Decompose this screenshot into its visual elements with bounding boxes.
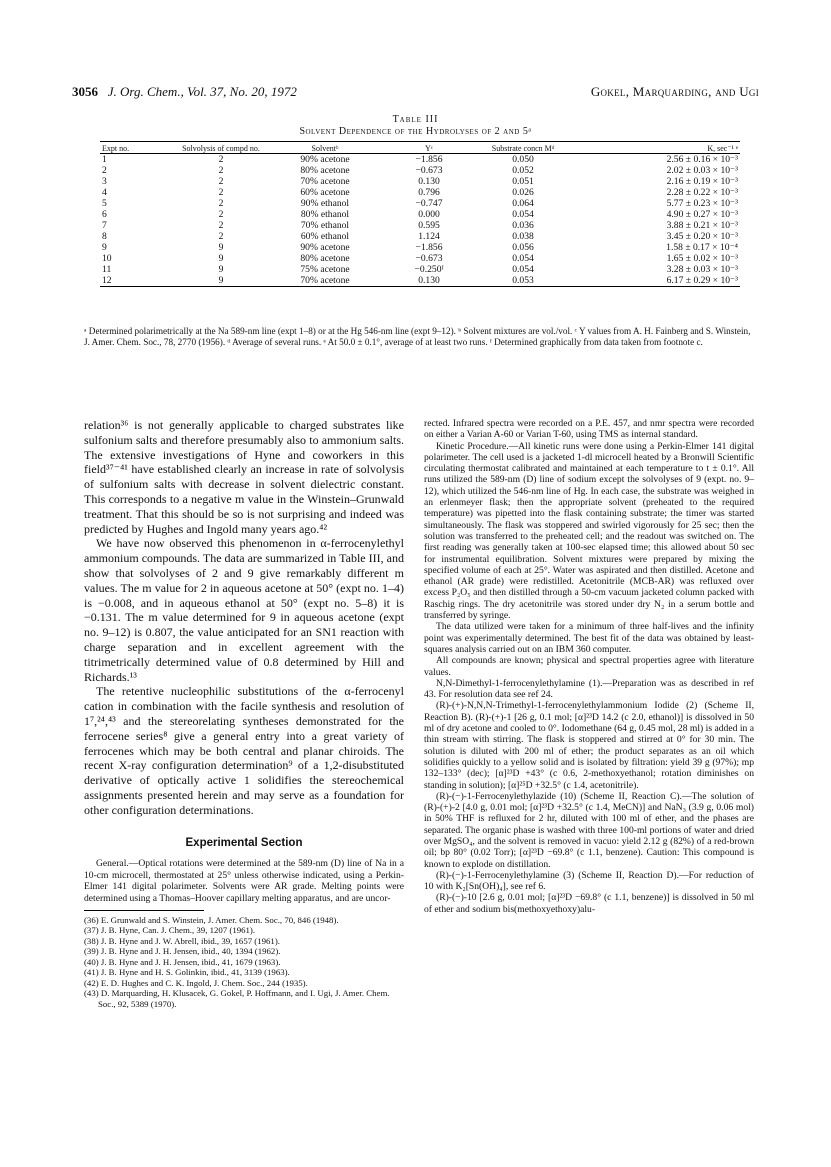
reference-item: (36) E. Grunwald and S. Winstein, J. Amer. Chem. Soc., 70, 846 (1948). xyxy=(84,914,339,925)
authors: Gokel, Marquarding, and Ugi xyxy=(590,84,759,99)
paragraph: We have now observed this phenomenon in α-ferrocenylethyl ammonium compounds. The data are summarized in Table III, and show that solvolyses of 2 and 9 give remarkably different m values. The m value for 2 in aqueous acetone at 50° (expt no. 1–4) is −0.008, and in aqueous ethanol at 50° (expt no. 5–8) it is −0.131. The m value determined for 9 in aqueous acetone (expt no. 9–12) is 0.807, the value anticipated for an SN1 reaction with charge separation and in excellent agreement with the titrimetrically determined value of 0.8 determined by Hill and Richards.¹³ xyxy=(84,536,404,684)
results-table xyxy=(100,141,740,287)
table-cell: 0.130 xyxy=(382,275,476,287)
table-cell: 0.796 xyxy=(418,187,440,198)
table-cell: 70% acetone xyxy=(300,176,350,187)
table-cell: 5.77 ± 0.23 × 10⁻³ xyxy=(666,198,738,209)
col-header: Expt no. xyxy=(100,144,174,154)
table-cell: −1.856 xyxy=(415,242,443,253)
table-cell: −1.856 xyxy=(415,154,443,165)
paragraph: General.—Optical rotations were determined at the 589-nm (D) line of Na in a 10-cm microcell, thermostated at 25° unless otherwise indicated, using a Perkin-Elmer 141 digital polarimeter. Solvents were AR grade. Melting points were determined using a Thomas–Hoover capillary melting apparatus, and are uncor- xyxy=(84,858,404,904)
table-cell: −0.673 xyxy=(415,165,443,176)
table-row xyxy=(100,209,740,220)
paragraph: All compounds are known; physical and spectral properties agree with literature values. xyxy=(424,655,754,678)
col-header: Substrate concn Mᵈ xyxy=(476,144,570,154)
running-header xyxy=(72,84,759,104)
journal-citation xyxy=(72,84,297,100)
table-cell: 90% acetone xyxy=(300,154,350,165)
page-number: 3056 xyxy=(72,84,98,99)
table-cell: 2 xyxy=(218,231,224,242)
table-cell: 2.16 ± 0.19 × 10⁻³ xyxy=(666,176,738,187)
table-row xyxy=(100,165,740,176)
table-row xyxy=(100,231,740,242)
table-cell: 0.036 xyxy=(512,220,534,231)
table-row xyxy=(100,275,740,287)
table-cell: 1.58 ± 0.17 × 10⁻⁴ xyxy=(666,242,738,253)
table-cell: 0.052 xyxy=(512,165,534,176)
table-cell: 80% acetone xyxy=(300,165,350,176)
table-cell: 1 xyxy=(102,154,107,165)
left-column xyxy=(84,418,404,1009)
table-cell: 11 xyxy=(102,264,112,275)
paragraph: (R)-(−)-10 [2.6 g, 0.01 mol; [α]²³D −69.8° (c 1.1, benzene)] is dissolved in 50 ml of ether and sodium bis(methoxyethoxy)alu- xyxy=(424,892,754,915)
reference-item: (37) J. B. Hyne, Can. J. Chem., 39, 1207 (1961). xyxy=(84,925,256,936)
table-cell: 9 xyxy=(174,275,268,287)
table-cell: 0.054 xyxy=(512,209,534,220)
table-cell: 2 xyxy=(218,187,224,198)
table-cell: 2.02 ± 0.03 × 10⁻³ xyxy=(666,165,738,176)
col-header: Solvolysis of compd no. xyxy=(174,144,268,154)
reference-item: (41) J. B. Hyne and H. S. Golinkin, ibid., 41, 3139 (1963). xyxy=(84,967,290,978)
table-cell: 2 xyxy=(218,165,224,176)
table-row xyxy=(100,187,740,198)
reference-item: (38) J. B. Hyne and J. W. Abrell, ibid., 39, 1657 (1961). xyxy=(84,935,280,946)
table-cell: 9 xyxy=(218,264,224,275)
table-cell: 80% acetone xyxy=(300,253,350,264)
table-cell: 4.90 ± 0.27 × 10⁻³ xyxy=(666,209,738,220)
table-cell: 10 xyxy=(102,253,112,264)
table-cell: 60% ethanol xyxy=(300,231,350,242)
table-cell: 2 xyxy=(102,165,107,176)
table-cell: 0.595 xyxy=(418,220,440,231)
table-row xyxy=(100,198,740,209)
table-cell: 5 xyxy=(102,198,107,209)
col-header: Solventᵇ xyxy=(268,144,382,154)
paragraph: N,N-Dimethyl-1-ferrocenylethylamine (1).—Preparation was as described in ref 43. For resolution data see ref 24. xyxy=(424,677,754,701)
table-cell: 0.038 xyxy=(512,231,534,242)
table-cell: 6.17 ± 0.29 × 10⁻³ xyxy=(570,275,740,287)
table-title: Table III xyxy=(392,114,439,125)
reference-item: (43) D. Marquarding, H. Klusacek, G. Gokel, P. Hoffmann, and I. Ugi, J. Amer. Chem. Soc., 92, 5389 (1970). xyxy=(84,988,390,1009)
table-cell: 75% acetone xyxy=(300,264,350,275)
table-cell: 3.28 ± 0.03 × 10⁻³ xyxy=(666,264,738,275)
col-header: K, sec⁻¹ ᵉ xyxy=(570,144,740,154)
table-cell: 0.051 xyxy=(512,176,534,187)
table-cell: −0.673 xyxy=(415,253,443,264)
table-cell: 9 xyxy=(218,242,224,253)
paragraph: (R)-(−)-1-Ferrocenylethylazide (10) (Scheme II, Reaction C).—The solution of (R)-(+)-2 [4.0 g, 0.01 mol; [α]²³D +32.5° (c 1.4, MeCN)] and NaN₃ (3.9 g, 0.06 mol) in 50% THF is refluxed for 2 hr, diluted with 100 ml of ether, and the phases are separated. The organic phase is washed with three 100-ml portions of water and dried over MgSO₄, and the solvent is removed in vacuo: yield 2.12 g (82%) of a red-brown oil; bp 80° (0.02 Torr); [α]²³D −69.8° (c 1.1, benzene). Caution: This compound is known to explode on distillation. xyxy=(424,790,754,870)
table-cell: 80% ethanol xyxy=(300,209,350,220)
section-title: Experimental Section xyxy=(185,836,303,849)
journal-name: J. Org. Chem., Vol. 37, No. 20, 1972 xyxy=(107,84,297,99)
table-cell: 2 xyxy=(218,198,224,209)
table-cell: 2 xyxy=(218,220,224,231)
table-cell: 9 xyxy=(102,242,107,253)
table-cell: 0.053 xyxy=(476,275,570,287)
divider xyxy=(84,910,204,911)
table-cell: 70% ethanol xyxy=(300,220,350,231)
reference-item: (40) J. B. Hyne and J. H. Jensen, ibid., 41, 1679 (1963). xyxy=(84,956,281,967)
table-cell: 1.65 ± 0.02 × 10⁻³ xyxy=(666,253,738,264)
table-cell: 2 xyxy=(218,176,224,187)
table-cell: 6 xyxy=(102,209,107,220)
table-cell: 0.054 xyxy=(512,264,534,275)
table-cell: 2.28 ± 0.22 × 10⁻³ xyxy=(666,187,738,198)
table-cell: 0.050 xyxy=(512,154,534,165)
table-footnotes: ᵃ Determined polarimetrically at the Na 589-nm line (expt 1–8) or at the Hg 546-nm line (expt 9–12). ᵇ Solvent mixtures are vol./vol. ᶜ Y values from A. H. Fainberg and S. Winstein, J. Amer. Chem. Soc., 78, 2770 (1956). ᵈ Average of several runs. ᵉ At 50.0 ± 0.1°, average of at least two runs. ᶠ Determined graphically from data taken from footnote c. xyxy=(84,326,751,347)
col-header: Yᶜ xyxy=(382,144,476,154)
table-cell: 7 xyxy=(102,220,107,231)
reference-item: (39) J. B. Hyne and J. H. Jensen, ibid., 40, 1394 (1962). xyxy=(84,946,281,957)
table-cell: −0.250ᶠ xyxy=(414,264,444,275)
paragraph: relation³⁶ is not generally applicable to charged substrates like sulfonium salts and therefore presumably also to ammonium salts. The extensive investigations of Hyne and coworkers in this field³⁷⁻⁴¹ have established clearly an increase in rate of solvolysis of sulfonium salts with decrease in solvent dielectric constant. This corresponds to a negative m value in the Winstein–Grunwald treatment. That this should be so is not surprising and indeed was predicted by Hughes and Ingold many years ago.⁴² xyxy=(84,418,404,536)
table-row xyxy=(100,253,740,264)
table-cell: 1.124 xyxy=(418,231,440,242)
reference-item: (42) E. D. Hughes and C. K. Ingold, J. Chem. Soc., 244 (1935). xyxy=(84,977,308,988)
table-cell: 9 xyxy=(218,253,224,264)
table-cell: 3 xyxy=(102,176,107,187)
table-cell: 0.054 xyxy=(512,253,534,264)
table-row xyxy=(100,176,740,187)
table-cell: 12 xyxy=(100,275,174,287)
table-cell: 60% acetone xyxy=(300,187,350,198)
right-column xyxy=(424,418,754,915)
table-cell: 3.45 ± 0.20 × 10⁻³ xyxy=(666,231,738,242)
table-cell: 0.000 xyxy=(418,209,440,220)
table-cell: 4 xyxy=(102,187,107,198)
table-cell: 2 xyxy=(218,209,224,220)
table-cell: 90% acetone xyxy=(300,242,350,253)
table-cell: 90% ethanol xyxy=(300,198,350,209)
table-cell: 2 xyxy=(218,154,224,165)
table-cell: 0.064 xyxy=(512,198,534,209)
table-cell: −0.747 xyxy=(415,198,443,209)
paragraph: The data utilized were taken for a minimum of three half-lives and the infinity point was experimentally determined. The best fit of the data was obtained by least-squares analysis carried out on an IBM 360 computer. xyxy=(424,621,754,655)
paragraph: rected. Infrared spectra were recorded on a P.E. 457, and nmr spectra were recorded on either a Varian A-60 or Varian T-60, using TMS as internal standard. xyxy=(424,418,754,441)
paragraph: (R)-(−)-1-Ferrocenylethylamine (3) (Scheme II, Reaction D).—For reduction of 10 with K₂[Sn(OH)₄], see ref 6. xyxy=(424,869,754,893)
reference-list xyxy=(84,915,404,1010)
table-row xyxy=(100,220,740,231)
table-cell: 70% acetone xyxy=(268,275,382,287)
table-row xyxy=(100,154,740,166)
table-cell: 0.026 xyxy=(512,187,534,198)
table-row xyxy=(100,242,740,253)
paragraph: Kinetic Procedure.—All kinetic runs were done using a Perkin-Elmer 141 digital polarimeter. The cell used is a jacketed 1-dl microcell heated by a Bronwill Scientific circulating thermostat calibrated and maintained at each temperature to t ± 0.1°. All runs utilized the 589-nm (D) line of sodium except the solvolyses of 9 (expt. no. 9–12), which utilized the 546-nm line of Hg. In each case, the substrate was weighed in an erlenmeyer flask; then the appropriate solvent (preheated to the required temperature) was pipetted into the flask containing substrate; the timer was started simultaneously. The flask was stoppered and swirled vigorously for 25 sec; then the solution was transferred to the preheated cell; and the readout was switched on. The first reading was generally taken at 100-sec elapsed time; this allowed about 50 sec for instrumental equilibration. Solvent mixtures were prepared by mixing the specified volume of each at 25°. Water was aspirated and then distilled. Acetone and ethanol (AR grade) were redistilled. Acetonitrile (MCB-AR) was refluxed over excess P₂O₅ and then distilled through a 50-cm vacuum jacketed column packed with Raschig rings. The dry acetonitrile was stored under dry N₂ in a serum bottle and transferred by syringe. xyxy=(424,440,754,622)
table-row xyxy=(100,264,740,275)
table-body xyxy=(100,154,740,287)
table-cell: 8 xyxy=(102,231,107,242)
table-cell: 2.56 ± 0.16 × 10⁻³ xyxy=(666,154,738,165)
table-cell: 0.056 xyxy=(512,242,534,253)
paragraph: The retentive nucleophilic substitutions of the α-ferrocenyl cation in combination with the facile synthesis and resolution of 1⁷,²⁴,⁴³ and the stereorelating syntheses demonstrated for the ferrocene series⁸ give a general entry into a great variety of ferrocenes which may be both central and planar chiroids. The recent X-ray configuration determination⁹ of a 1,2-disubstituted derivative of optically active 1 solidifies the stereochemical assignments presented herein and may serve as a foundation for other configuration determinations. xyxy=(84,684,404,817)
table-cell: 3.88 ± 0.21 × 10⁻³ xyxy=(666,220,738,231)
table-caption: Solvent Dependence of the Hydrolyses of 2 and 5ᵃ xyxy=(299,126,532,137)
paragraph: (R)-(+)-N,N,N-Trimethyl-1-ferrocenylethylammonium Iodide (2) (Scheme II, Reaction B). (R)-(+)-1 [26 g, 0.1 mol; [α]²³D 14.2 (c 2.0, ethanol)] is dissolved in 50 ml of dry acetone and cooled to 0°. Iodomethane (64 g, 0.45 mol, 28 ml) is added in a thin stream with stirring. The flask is stoppered and stirred at 0° for 30 min. The solution is diluted with 200 ml of ether; the product separates as an oil which solidifies quickly to a yellow solid and is isolated by filtration: yield 39 g (97%); mp 132–133° (dec); [α]²³D +43° (c 0.6, 2-methoxyethanol; rotation diminishes on standing in solution); [α]²⁵D +32.5° (c 1.4, acetonitrile). xyxy=(424,700,754,791)
table-cell: 0.130 xyxy=(418,176,440,187)
